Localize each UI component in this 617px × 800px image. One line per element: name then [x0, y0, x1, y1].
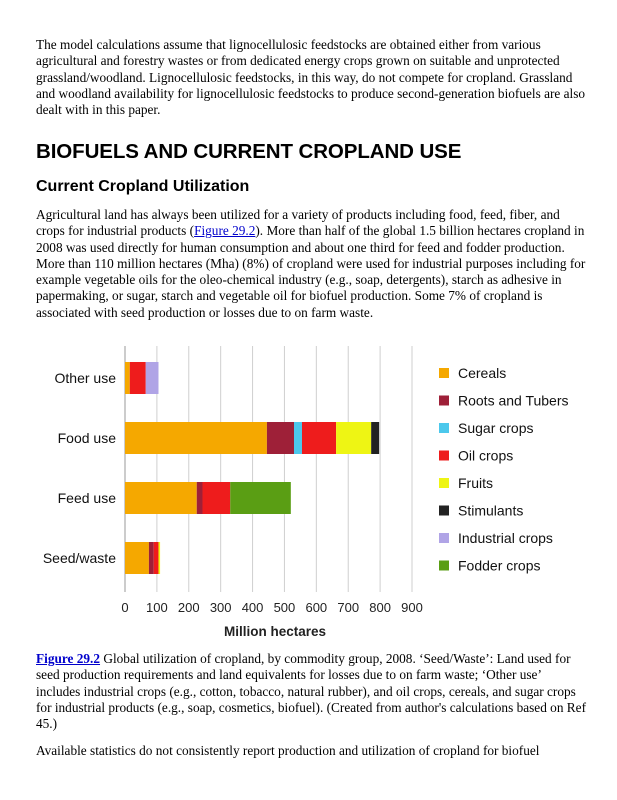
- chart-legend: [439, 365, 569, 574]
- bar-segment-roots-and-tubers: [197, 482, 203, 514]
- legend-label: Fodder crops: [458, 557, 541, 574]
- legend-swatch: [439, 561, 449, 571]
- section-subtitle: Current Cropland Utilization: [36, 178, 250, 195]
- bar-segment-cereals: [125, 362, 130, 394]
- x-tick-label: 700: [337, 600, 360, 615]
- x-tick-label: 800: [369, 600, 391, 615]
- bar-segment-roots-and-tubers: [149, 542, 154, 574]
- bar-segment-oil-crops: [302, 422, 336, 454]
- legend-label: Stimulants: [458, 502, 524, 519]
- chart-gridlines: [125, 346, 412, 592]
- legend-swatch: [439, 423, 449, 433]
- x-tick-label: 0: [121, 600, 129, 615]
- body-text-start: Agricultural land has always been utilized for a variety of products including food, feed, fiber, and crops for industrial products (: [36, 207, 560, 239]
- legend-swatch: [439, 396, 449, 406]
- legend-label: Oil crops: [458, 447, 514, 464]
- body-paragraph: [36, 207, 588, 321]
- x-tick-label: 600: [305, 600, 328, 615]
- chart-x-ticks: [121, 600, 422, 615]
- legend-swatch: [439, 478, 449, 488]
- bar-segment-fodder-crops: [230, 482, 291, 514]
- legend-swatch: [439, 368, 449, 378]
- bar-segment-sugar-crops: [294, 422, 302, 454]
- x-tick-label: 900: [401, 600, 423, 615]
- chart-x-axis-label: Million hectares: [223, 624, 327, 639]
- chart-category-labels: [43, 370, 116, 566]
- legend-label: Cereals: [458, 365, 507, 381]
- category-label: Feed use: [57, 490, 116, 506]
- bar-segment-roots-and-tubers: [267, 422, 294, 454]
- bar-segment-oil-crops: [154, 542, 159, 574]
- bar-segment-cereals: [125, 482, 197, 514]
- category-label: Food use: [57, 430, 116, 446]
- body-text-end: ). More than half of the global 1.5 billion hectares cropland in 2008 was used directly for human consumption and about one third for feed and fodder production. More than 110 million hectares (Mha) (8%) of cropland were used for industrial purposes including for example vegetable oils for the oleo-chemical industry (e.g., soap, detergents), starch as adhesive in papermaking, or sugar, starch and vegetable oil for biofuel production. Some 7% of cropland is associated with seed production or losses due to on farm waste.: [36, 223, 586, 320]
- caption-text: Global utilization of cropland, by commodity group, 2008. ‘Seed/Waste’: Land used for seed production requirements and land equivalents for losses due to on farm waste; ‘Other use’ includes industrial crops (e.g., cotton, tobacco, natural rubber), and oil crops, cereals, and sugar crops for industrial products (e.g., soap, cosmetics, biofuel). (Created from author's calculations based on Ref 45.): [36, 651, 586, 732]
- x-tick-label: 100: [146, 600, 168, 615]
- bar-segment-fruits: [158, 542, 160, 574]
- legend-label: Sugar crops: [458, 420, 534, 436]
- legend-label: Industrial crops: [458, 530, 553, 546]
- legend-swatch: [439, 506, 449, 516]
- x-tick-label: 300: [209, 600, 232, 615]
- category-label: Other use: [54, 370, 116, 386]
- caption-figure-link[interactable]: Figure 29.2: [36, 651, 101, 666]
- x-tick-label: 200: [177, 600, 200, 615]
- category-label: Seed/waste: [42, 550, 116, 566]
- legend-label: Roots and Tubers: [458, 392, 569, 409]
- legend-swatch: [439, 533, 449, 543]
- bar-segment-industrial-crops: [146, 362, 159, 394]
- bar-segment-cereals: [125, 542, 149, 574]
- footer-paragraph: Available statistics do not consistently report production and utilization of cropland for biofuel: [36, 743, 540, 758]
- figure-link[interactable]: Figure 29.2: [194, 223, 256, 239]
- bar-segment-oil-crops: [130, 362, 146, 394]
- bar-segment-stimulants: [371, 422, 379, 454]
- intro-paragraph: The model calculations assume that lignocellulosic feedstocks are obtained either from various agricultural and forestry wastes or from dedicated energy crops grown on suitable and unprotected grassland/woodland. Lignocellulosic feedstocks, in this way, do not compete for cropland. Grassland and woodland availability for lignocellulosic feedstocks to produce second-generation biofuels are also dealt with in this paper.: [36, 37, 586, 118]
- figure-caption: [36, 651, 588, 732]
- x-tick-label: 400: [241, 600, 264, 615]
- bar-segment-fruits: [336, 422, 371, 454]
- legend-swatch: [439, 451, 449, 461]
- bar-segment-oil-crops: [202, 482, 230, 514]
- x-tick-label: 500: [273, 600, 296, 615]
- section-title: BIOFUELS AND CURRENT CROPLAND USE: [36, 140, 462, 163]
- legend-label: Fruits: [458, 475, 493, 491]
- bar-segment-cereals: [125, 422, 267, 454]
- cropland-chart: [0, 340, 617, 645]
